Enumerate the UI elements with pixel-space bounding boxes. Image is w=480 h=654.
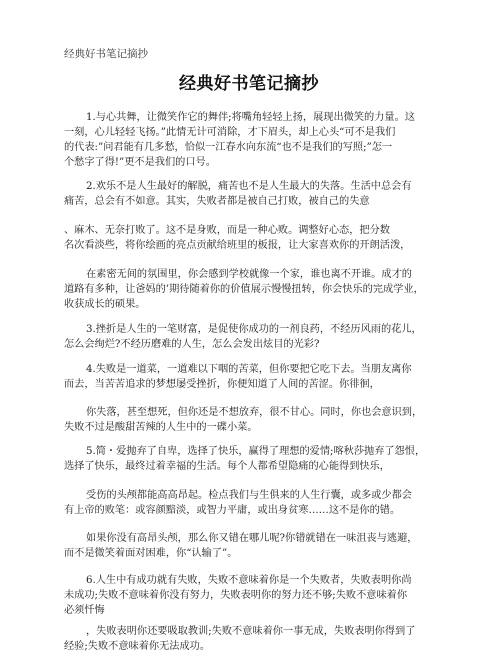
paragraph-line: 受伤的头颅都能高高昂起。检点我们与生俱来的人生行囊，或多或少都会 xyxy=(86,490,412,501)
paragraph-line: 一刻，心儿轻轻飞扬。”此情无计可消除，才下眉头，却上心头“可不是我们 xyxy=(64,127,396,138)
paragraph-line: 而不是微笑着面对困难，你“认输了”。 xyxy=(64,548,238,559)
paragraph-line: 选择了快乐，最终过着幸福的生活。每个人都希望隐痛的心能得到快乐， xyxy=(64,461,390,472)
document-title: 经典好书笔记摘抄 xyxy=(179,74,319,94)
paragraph-line: 5.简・爱抛弃了自卑，选择了快乐，赢得了理想的爱情;喀秋莎抛弃了怨恨， xyxy=(86,446,426,457)
paragraph-line: ，失败表明你还要吸取教训;失败不意味着你一事无成，失败表明你得到了 xyxy=(86,626,416,637)
paragraph-line: 必须忏悔 xyxy=(64,605,105,616)
paragraph-line: 、麻木、无奈打败了。这不是身败，而是一种心败。调整好心态，把分数 xyxy=(64,225,390,236)
paragraph-line: 有上帝的败笔：或容颜黯淡，或智力平庸，或出身贫寒……这不是你的错。 xyxy=(64,505,401,516)
paragraph-line: 未成功;失败不意味着你没有努力，失败表明你的努力还不够;失败不意味着你 xyxy=(64,590,408,601)
paragraph-line: 6.人生中有成功就有失败，失败不意味着你是一个失败者，失败表明你尚 xyxy=(86,575,412,586)
header-label: 经典好书笔记摘抄 xyxy=(64,48,148,60)
paragraph-line: 而去，当苦苦追求的梦想屡受挫折，你便知道了人间的苦涩。你徘徊， xyxy=(64,379,380,390)
paragraph-line: 失败不过是酸甜苦辣的人生中的一碟小菜。 xyxy=(64,422,258,433)
paragraph-line: 痛苦，总会有不如意。其实，失败者都是被自己打败，被自己的失意 xyxy=(64,196,370,207)
paragraph-line: 道路有多种，让爸妈的’期待随着你的价值展示慢慢扭转，你会快乐的完成学业， xyxy=(64,284,424,295)
paragraph-line: 怎么会绚烂?不经历磨难的人生，怎么会发出炫目的光彩? xyxy=(64,339,320,350)
paragraph-line: 2.欢乐不是人生最好的解脱，痛苦也不是人生最大的失落。生活中总会有 xyxy=(86,181,412,192)
paragraph-line: 如果你没有高昂头颅，那么你又错在哪儿呢?你错就错在一味沮丧与逃避， xyxy=(86,533,418,544)
paragraph-line: 在素密无间的氛围里，你会感到学校就像一个家，谁也离不开谁。成才的 xyxy=(86,269,412,280)
paragraph-line: 收获成长的硕果。 xyxy=(64,299,146,310)
paragraph-line: 的代表:”问君能有几多愁，恰似一江春水向东流“也不是我们的写照;”怎一 xyxy=(64,142,393,153)
paragraph-line: 4.失败是一道菜，一道难以下咽的苦菜，但你要把它吃下去。当朋友离你 xyxy=(86,364,412,375)
paragraph-line: 你失落，甚至想死，但你还是不想放弃，很不甘心。同时，你也会意识到， xyxy=(86,407,423,418)
paragraph-line: 个愁字了得!”更不是我们的口号。 xyxy=(64,157,216,168)
paragraph-line: 名次看淡些，将你绘画的亮点贡献给班里的板报，让大家喜欢你的开朗活泼， xyxy=(64,240,411,251)
paragraph-line: 经验;失败不意味着你无法成功。 xyxy=(64,641,211,652)
paragraph-line: 1.与心共舞，让微笑作它的舞伴;将嘴角轻轻上扬，展现出微笑的力量。这 xyxy=(86,112,415,123)
paragraph-line: 3.挫折是人生的一笔财富，是促使你成功的一剂良药，不经历风雨的花儿， xyxy=(86,324,422,335)
